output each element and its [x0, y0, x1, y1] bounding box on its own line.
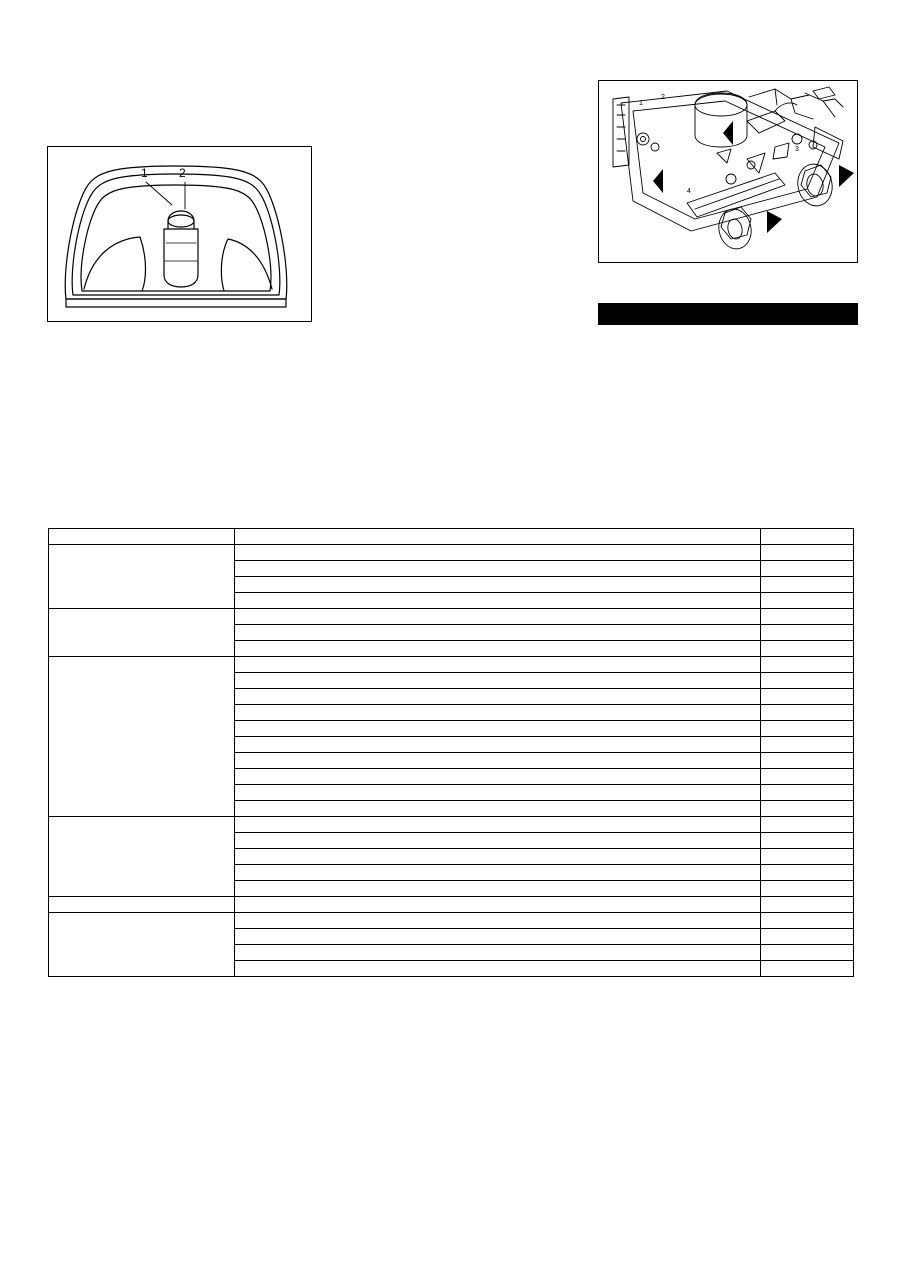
row-description — [235, 913, 761, 929]
row-qty — [761, 929, 854, 945]
figure-right-callout-2: 2 — [661, 94, 665, 101]
header-cell-category — [49, 529, 235, 545]
row-qty — [761, 849, 854, 865]
figure-left-callout-2: 2 — [179, 166, 186, 180]
row-description — [235, 673, 761, 689]
row-description — [235, 769, 761, 785]
row-qty — [761, 705, 854, 721]
group-label — [49, 657, 235, 817]
mower-deck-drawing — [599, 81, 856, 261]
spec-table-body — [49, 529, 854, 977]
row-description — [235, 593, 761, 609]
row-qty — [761, 737, 854, 753]
row-qty — [761, 625, 854, 641]
row-qty — [761, 881, 854, 897]
row-description — [235, 561, 761, 577]
row-qty — [761, 545, 854, 561]
row-qty — [761, 817, 854, 833]
row-description — [235, 737, 761, 753]
row-qty — [761, 561, 854, 577]
table-row — [49, 657, 854, 673]
row-qty — [761, 961, 854, 977]
row-description — [235, 801, 761, 817]
row-description — [235, 609, 761, 625]
group-label — [49, 545, 235, 609]
row-qty — [761, 577, 854, 593]
row-description — [235, 817, 761, 833]
row-description — [235, 833, 761, 849]
row-qty — [761, 753, 854, 769]
steering-column-drawing — [48, 147, 310, 320]
row-qty — [761, 769, 854, 785]
group-label — [49, 913, 235, 977]
row-description — [235, 721, 761, 737]
row-description — [235, 689, 761, 705]
row-description — [235, 865, 761, 881]
table-row — [49, 609, 854, 625]
row-description — [235, 897, 761, 913]
row-qty — [761, 897, 854, 913]
row-description — [235, 545, 761, 561]
figure-right-callout-3: 3 — [795, 146, 799, 153]
figure-right-arrows — [653, 121, 854, 233]
row-description — [235, 945, 761, 961]
figure-left-callout-1: 1 — [141, 166, 148, 180]
row-qty — [761, 721, 854, 737]
row-qty — [761, 865, 854, 881]
row-description — [235, 785, 761, 801]
row-description — [235, 881, 761, 897]
row-qty — [761, 913, 854, 929]
row-description — [235, 849, 761, 865]
row-qty — [761, 593, 854, 609]
group-label — [49, 817, 235, 897]
row-description — [235, 641, 761, 657]
row-description — [235, 625, 761, 641]
header-cell-description — [235, 529, 761, 545]
row-qty — [761, 689, 854, 705]
row-description — [235, 753, 761, 769]
figure-mower-deck — [598, 80, 858, 263]
table-row — [49, 817, 854, 833]
row-qty — [761, 673, 854, 689]
row-description — [235, 929, 761, 945]
group-label — [49, 609, 235, 657]
row-description — [235, 657, 761, 673]
row-qty — [761, 657, 854, 673]
table-row — [49, 913, 854, 929]
row-qty — [761, 641, 854, 657]
row-description — [235, 577, 761, 593]
group-label — [49, 897, 235, 913]
figure-right-callout-4: 4 — [687, 188, 691, 195]
caption-bar — [598, 303, 858, 325]
row-qty — [761, 785, 854, 801]
row-qty — [761, 945, 854, 961]
header-cell-qty — [761, 529, 854, 545]
table-row — [49, 545, 854, 561]
row-qty — [761, 609, 854, 625]
spec-table — [48, 528, 854, 977]
row-qty — [761, 833, 854, 849]
table-row — [49, 897, 854, 913]
row-qty — [761, 801, 854, 817]
figure-right-callout-1: 1 — [639, 100, 643, 107]
row-description — [235, 961, 761, 977]
table-header-row — [49, 529, 854, 545]
row-description — [235, 705, 761, 721]
figure-steering-column — [47, 146, 312, 322]
